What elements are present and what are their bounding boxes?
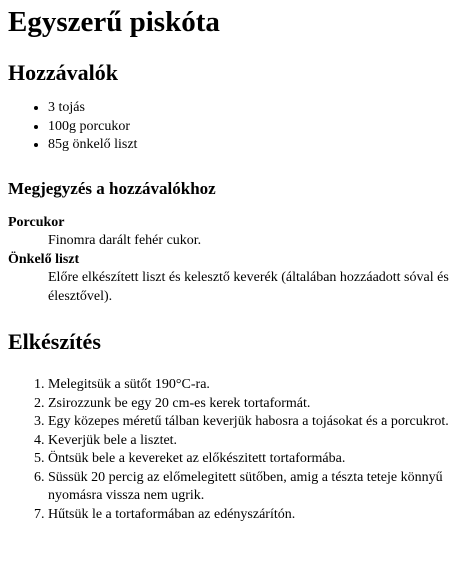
method-step: 7. Hűtsük le a tortaformában az edényszárítón. bbox=[48, 506, 463, 525]
method-step: 3. Egy közepes méretű tálban keverjük habosra a tojásokat és a porcukrot. bbox=[48, 413, 463, 432]
ingredients-list bbox=[8, 99, 463, 155]
method-heading: Elkészítés bbox=[8, 329, 101, 354]
note-term: Porcukor bbox=[8, 214, 65, 230]
method-steps-list bbox=[8, 376, 463, 524]
ingredient-notes-list bbox=[8, 214, 463, 307]
ingredient-item: • 3 tojás bbox=[48, 99, 463, 118]
method-step: 5. Öntsük bele a kevereket az előkészitett tortaformába. bbox=[48, 450, 463, 469]
ingredient-notes-heading: Megjegyzés a hozzávalókhoz bbox=[8, 178, 216, 198]
ingredients-heading: Hozzávalók bbox=[8, 60, 118, 85]
ingredient-item: • 85g önkelő liszt bbox=[48, 136, 463, 155]
method-step: 4. Keverjük bele a lisztet. bbox=[48, 432, 463, 451]
note-definition: Finomra darált fehér cukor. bbox=[48, 233, 202, 248]
ingredient-item: • 100g porcukor bbox=[48, 118, 463, 137]
method-step: 6. Süssük 20 percig az előmelegitett sütőben, amig a tészta teteje könnyű nyomásra vissza nem ugrik. bbox=[48, 469, 463, 506]
page-title: Egyszerű piskóta bbox=[8, 6, 220, 38]
method-step: 1. Melegitsük a sütőt 190°C-ra. bbox=[48, 376, 463, 395]
recipe-page bbox=[0, 5, 471, 524]
method-step: 2. Zsirozzunk be egy 20 cm-es kerek tortaformát. bbox=[48, 395, 463, 414]
note-definition: Előre elkészített liszt és kelesztő keverék (általában hozzáadott sóval és élesztővel). bbox=[48, 270, 449, 304]
note-term: Önkelő liszt bbox=[8, 251, 80, 267]
